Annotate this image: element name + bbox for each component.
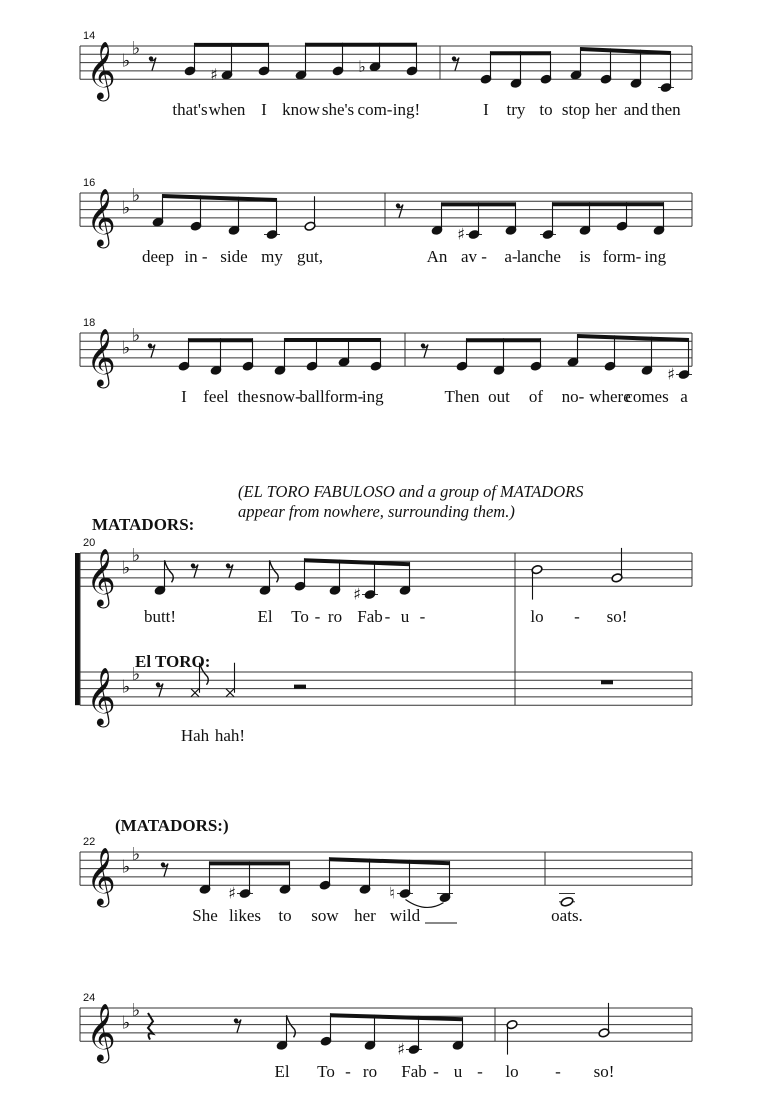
treble-clef-icon: 𝄞 bbox=[86, 41, 116, 100]
lyric-syllable: hah! bbox=[214, 726, 246, 745]
lyric-syllable: - bbox=[555, 1062, 561, 1081]
staff-system bbox=[80, 663, 692, 745]
stage-direction-line-2: appear from nowhere, surrounding them.) bbox=[238, 502, 515, 521]
beam bbox=[189, 338, 254, 342]
flat-icon: ♭ bbox=[121, 676, 131, 698]
beam bbox=[285, 338, 382, 342]
beam bbox=[553, 202, 665, 206]
system-bracket bbox=[75, 553, 80, 705]
lyric-syllable: I bbox=[261, 100, 267, 119]
lyric-syllable: Hah bbox=[180, 726, 210, 745]
lyric-syllable: so! bbox=[593, 1062, 615, 1081]
lyric-syllable: her bbox=[595, 100, 617, 119]
staff-system bbox=[80, 177, 692, 266]
beam bbox=[305, 558, 411, 566]
treble-clef-icon: 𝄞 bbox=[86, 667, 116, 726]
part-label-matadors: MATADORS: bbox=[92, 515, 195, 534]
half-rest-icon bbox=[294, 685, 306, 689]
sharp-icon: ♯ bbox=[228, 883, 236, 903]
lyric-syllable: She bbox=[192, 906, 218, 925]
lyric-syllable: snow- bbox=[259, 387, 301, 406]
lyric-syllable: Fab bbox=[357, 607, 383, 626]
lyric-syllable: u bbox=[400, 607, 410, 626]
sharp-icon: ♯ bbox=[353, 584, 361, 604]
staff-system bbox=[80, 537, 692, 626]
lyric-syllable: sow bbox=[311, 906, 339, 925]
flat-icon: ♭ bbox=[121, 197, 131, 219]
lyric-syllable: in - bbox=[184, 247, 208, 266]
lyric-syllable: no- bbox=[561, 387, 585, 406]
lyric-syllable: the bbox=[237, 387, 259, 406]
flat-icon: ♭ bbox=[131, 38, 141, 60]
measure-number: 14 bbox=[83, 30, 96, 42]
lyric-syllable: u bbox=[453, 1062, 463, 1081]
lyric-syllable: deep bbox=[141, 247, 175, 266]
lyric-syllable: - bbox=[419, 607, 426, 626]
beam bbox=[330, 857, 451, 865]
lyric-syllable: try bbox=[506, 100, 526, 119]
staff-system bbox=[80, 317, 692, 406]
lyric-syllable: of bbox=[528, 387, 544, 406]
lyric-syllable: that's bbox=[172, 100, 208, 119]
measure-number: 24 bbox=[83, 992, 96, 1004]
lyric-syllable: out bbox=[488, 387, 510, 406]
treble-clef-icon: 𝄞 bbox=[86, 548, 116, 607]
lyric-syllable: to bbox=[278, 906, 292, 925]
flat-icon: ♭ bbox=[121, 557, 131, 579]
lyric-syllable: ing! bbox=[392, 100, 421, 119]
beam bbox=[306, 43, 418, 47]
flat-icon: ♭ bbox=[121, 337, 131, 359]
lyric-syllable: oats. bbox=[551, 906, 583, 925]
flat-icon: ♭ bbox=[121, 1012, 131, 1034]
beam bbox=[467, 338, 542, 342]
lyric-syllable: I bbox=[181, 387, 187, 406]
lyric-syllable: ro bbox=[362, 1062, 378, 1081]
flat-icon: ♭ bbox=[131, 185, 141, 207]
stage-direction-line-1: (EL TORO FABULOSO and a group of MATADORS bbox=[238, 482, 584, 501]
lyric-syllable: a- bbox=[504, 247, 518, 266]
lyric-syllable: - bbox=[477, 1062, 483, 1081]
lyric-syllable: and bbox=[623, 100, 649, 119]
lyric-syllable: then bbox=[651, 100, 681, 119]
natural-icon: ♮ bbox=[389, 883, 395, 903]
flat-icon: ♭ bbox=[131, 664, 141, 686]
whole-rest-icon bbox=[601, 680, 613, 684]
stage-direction bbox=[238, 482, 583, 522]
lyric-syllable: Then bbox=[444, 387, 480, 406]
lyric-syllable: feel bbox=[203, 387, 229, 406]
lyric-syllable: lo bbox=[505, 1062, 519, 1081]
sharp-icon: ♯ bbox=[397, 1039, 405, 1059]
staff-system bbox=[80, 836, 692, 925]
quarter-rest-icon bbox=[148, 1013, 153, 1040]
measure-number: 20 bbox=[83, 537, 96, 549]
flat-icon: ♭ bbox=[131, 1000, 141, 1022]
lyric-syllable: a bbox=[680, 387, 688, 406]
lyric-syllable: gut, bbox=[297, 247, 323, 266]
lyric-syllable: To bbox=[317, 1062, 335, 1081]
flat-icon: ♭ bbox=[121, 50, 131, 72]
part-label-matadors-paren: (MATADORS:) bbox=[115, 816, 229, 835]
lyric-syllable: I bbox=[483, 100, 489, 119]
part-label-el-toro: El TORO: bbox=[135, 652, 211, 671]
lyric-syllable: ing bbox=[644, 247, 667, 266]
flat-icon: ♭ bbox=[131, 844, 141, 866]
treble-clef-icon: 𝄞 bbox=[86, 847, 116, 906]
flat-icon: ♭ bbox=[358, 56, 366, 76]
sharp-icon: ♯ bbox=[457, 224, 465, 244]
lyric-syllable: El bbox=[257, 607, 273, 626]
lyric-syllable: Fab bbox=[401, 1062, 427, 1081]
lyric-syllable: El bbox=[274, 1062, 290, 1081]
eighth-flag bbox=[270, 560, 279, 582]
beam bbox=[331, 1013, 464, 1021]
sharp-icon: ♯ bbox=[210, 65, 218, 85]
lyric-syllable: av - bbox=[461, 247, 487, 266]
lyric-syllable: my bbox=[261, 247, 283, 266]
lyric-syllable: comes bbox=[625, 387, 669, 406]
x-notehead bbox=[226, 689, 234, 697]
x-notehead bbox=[191, 689, 199, 697]
lyric-syllable: to bbox=[539, 100, 553, 119]
lyric-syllable: lo bbox=[530, 607, 544, 626]
lyric-syllable: An bbox=[426, 247, 448, 266]
flat-icon: ♭ bbox=[131, 325, 141, 347]
lyric-syllable: stop bbox=[561, 100, 591, 119]
lyric-syllable: lanche bbox=[516, 247, 561, 266]
measure-number: 18 bbox=[83, 317, 96, 329]
beam bbox=[491, 51, 552, 55]
lyric-syllable: com- bbox=[357, 100, 393, 119]
lyric-syllable: - bbox=[314, 607, 321, 626]
beam bbox=[210, 861, 291, 865]
sharp-icon: ♯ bbox=[667, 364, 675, 384]
staff-system bbox=[80, 992, 692, 1081]
lyric-syllable: she's bbox=[321, 100, 355, 119]
lyric-syllable: ing bbox=[361, 387, 384, 406]
lyric-syllable: - bbox=[384, 607, 391, 626]
lyric-syllable: her bbox=[354, 906, 376, 925]
staff-system bbox=[80, 30, 692, 119]
measure-number: 22 bbox=[83, 836, 96, 848]
lyric-syllable: know bbox=[282, 100, 320, 119]
lyric-syllable: where bbox=[589, 387, 631, 406]
lyric-syllable: side bbox=[220, 247, 248, 266]
measure-number: 16 bbox=[83, 177, 96, 189]
lyric-syllable: butt! bbox=[143, 607, 177, 626]
lyric-syllable: To bbox=[291, 607, 309, 626]
beam bbox=[442, 202, 517, 206]
treble-clef-icon: 𝄞 bbox=[86, 188, 116, 247]
lyric-syllable: likes bbox=[228, 906, 262, 925]
lyric-syllable: form- bbox=[602, 247, 642, 266]
lyric-syllable: ball bbox=[299, 387, 325, 406]
eighth-flag bbox=[165, 560, 174, 582]
lyric-syllable: - bbox=[574, 607, 580, 626]
lyric-syllable: is bbox=[579, 247, 591, 266]
lyric-syllable: so! bbox=[606, 607, 628, 626]
treble-clef-icon: 𝄞 bbox=[86, 1003, 116, 1062]
lyric-syllable: when bbox=[208, 100, 246, 119]
eighth-flag bbox=[287, 1015, 296, 1037]
flat-icon: ♭ bbox=[131, 545, 141, 567]
lyric-syllable: - bbox=[345, 1062, 351, 1081]
beam bbox=[195, 43, 270, 47]
lyric-syllable: - bbox=[433, 1062, 439, 1081]
lyric-syllable: ro bbox=[327, 607, 343, 626]
treble-clef-icon: 𝄞 bbox=[86, 328, 116, 387]
flat-icon: ♭ bbox=[121, 856, 131, 878]
lyric-syllable: wild bbox=[389, 906, 421, 925]
lyric-syllable: form- bbox=[324, 387, 364, 406]
